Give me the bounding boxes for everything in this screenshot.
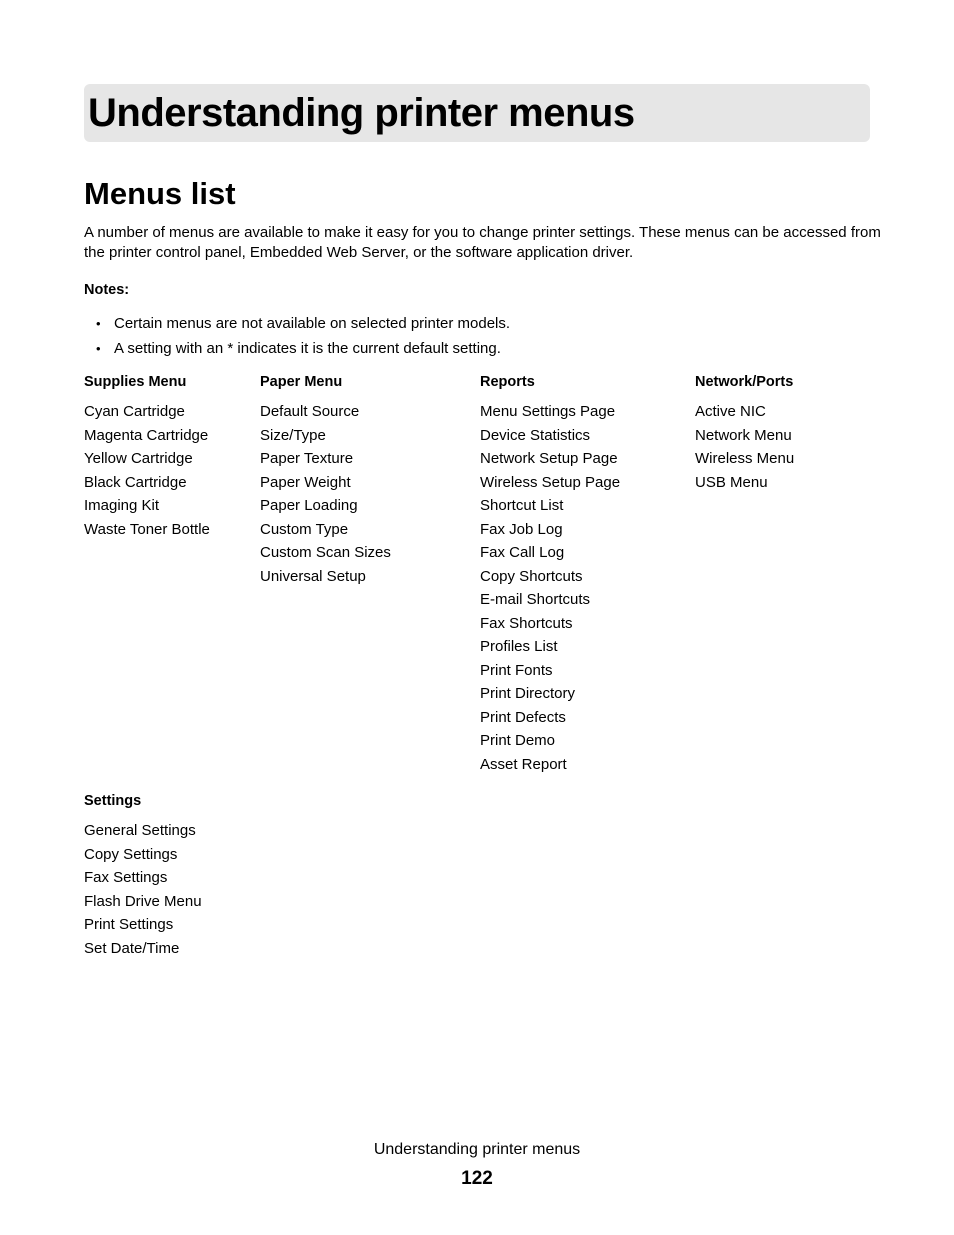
menu-item: Print Fonts	[480, 661, 553, 679]
menu-item: Magenta Cartridge	[84, 426, 209, 444]
menu-item: Profiles List	[480, 638, 558, 655]
chapter-title-bar	[84, 84, 870, 142]
menu-item: Print Settings	[84, 916, 174, 933]
bullet-icon: •	[96, 341, 101, 356]
menu-item: Print Defects	[480, 708, 566, 726]
note-item	[84, 336, 510, 361]
section-title: Menus list	[84, 176, 236, 211]
menu-item: Paper Weight	[260, 473, 351, 491]
menu-item: Active NIC	[695, 403, 766, 420]
menu-item: Fax Shortcuts	[480, 614, 573, 632]
menu-item: Custom Scan Sizes	[260, 544, 391, 561]
menu-item: Set Date/Time	[84, 939, 180, 957]
menu-item: USB Menu	[695, 473, 768, 491]
menu-item: Waste Toner Bottle	[84, 520, 210, 538]
menu-heading: Reports	[480, 374, 535, 390]
menu-item: Custom Type	[260, 520, 349, 538]
menu-item: Device Statistics	[480, 426, 591, 444]
menu-item: Size/Type	[260, 426, 326, 444]
menu-column-settings	[84, 791, 202, 960]
menu-item: Paper Loading	[260, 497, 358, 514]
menu-item: Imaging Kit	[84, 497, 160, 514]
note-item	[84, 311, 510, 336]
menu-heading: Settings	[84, 793, 142, 809]
menu-item: Black Cartridge	[84, 473, 187, 491]
menu-item: Default Source	[260, 403, 360, 420]
menu-heading: Network/Ports	[695, 374, 794, 390]
menu-item: Print Demo	[480, 732, 556, 749]
intro-paragraph: A number of menus are available to make it easy for you to change printer settings. These menus can be accessed from the printer control panel, Embedded Web Server, or the software application driver.	[84, 224, 881, 261]
note-text: Certain menus are not available on selected printer models.	[114, 315, 511, 332]
menu-item: Menu Settings Page	[480, 403, 616, 420]
footer-chapter-title: Understanding printer menus	[373, 1141, 581, 1158]
page-number: 122	[461, 1168, 493, 1189]
menu-item: Network Setup Page	[480, 450, 618, 467]
notes-list	[84, 311, 510, 361]
menu-item: Cyan Cartridge	[84, 403, 185, 420]
note-text: A setting with an * indicates it is the current default setting.	[114, 340, 501, 357]
menu-item: Flash Drive Menu	[84, 892, 202, 910]
menu-item: Universal Setup	[260, 567, 366, 585]
menu-item: Print Directory	[480, 685, 576, 702]
menu-item: Copy Shortcuts	[480, 567, 583, 585]
menu-item: Fax Settings	[84, 869, 168, 886]
menu-item: Yellow Cartridge	[84, 450, 193, 467]
menu-item: E-mail Shortcuts	[480, 591, 591, 608]
menu-heading: Paper Menu	[260, 374, 343, 390]
menu-item: Asset Report	[480, 755, 567, 773]
notes-heading: Notes:	[84, 282, 130, 298]
menu-heading: Supplies Menu	[84, 374, 187, 390]
menu-item: Paper Texture	[260, 450, 354, 467]
bullet-icon: •	[96, 316, 101, 331]
menu-item: Copy Settings	[84, 845, 178, 863]
menu-item: Shortcut List	[480, 497, 564, 514]
menu-item: General Settings	[84, 822, 196, 839]
menu-column-supplies	[84, 372, 210, 541]
menu-item: Network Menu	[695, 426, 792, 444]
menu-column-reports	[480, 372, 620, 776]
menu-item: Wireless Menu	[695, 450, 795, 467]
chapter-title: Understanding printer menus	[88, 91, 635, 135]
menu-item: Fax Job Log	[480, 520, 563, 538]
menu-item: Wireless Setup Page	[480, 473, 621, 491]
menu-item: Fax Call Log	[480, 544, 565, 561]
menu-column-network-ports	[695, 372, 794, 494]
menu-column-paper	[260, 372, 391, 588]
